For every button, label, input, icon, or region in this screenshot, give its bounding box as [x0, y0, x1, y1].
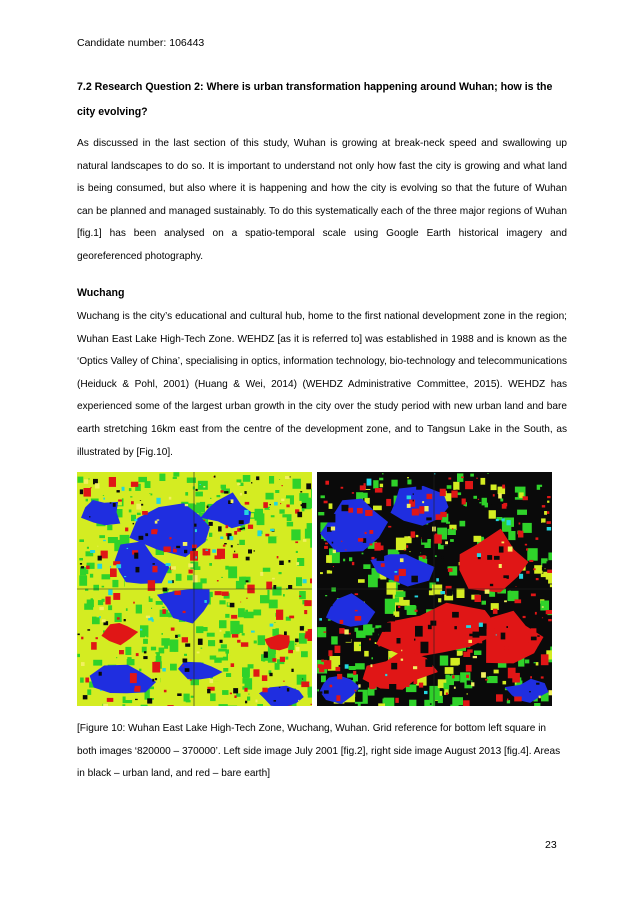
classified-map-2001-image	[77, 472, 312, 706]
candidate-number-header: Candidate number: 106443	[77, 37, 205, 49]
page-number: 23	[545, 839, 557, 851]
classified-map-2013-image	[317, 472, 552, 706]
figure-caption: [Figure 10: Wuhan East Lake High-Tech Zone, Wuchang, Wuhan. Grid reference for bottom left square in both images ‘820000 – 370000’. Left side image July 2001 [fig.2], right side image August 2013 [fig.4]. Areas in black – urban land, and red – bare earth]	[77, 723, 561, 780]
section-heading: 7.2 Research Question 2: Where is urban transformation happening around Wuhan; how is the city evolving?	[77, 81, 553, 118]
classified-map-2013	[317, 472, 552, 706]
subheading-wuchang: Wuchang	[77, 287, 125, 299]
paragraph-wuchang: Wuchang is the city’s educational and cultural hub, home to the first national development zone in the region; Wuhan East Lake High-Tech Zone. WEHDZ [as it is referred to] was established in 1988 and is known as the ‘Optics Valley of China’, specialising in optics, information technology, bio-technology and telecommunications (Heiduck & Pohl, 2001) (Huang & Wei, 2014) (WEHDZ Administrative Committee, 2015). WEHDZ has experienced some of the largest urban growth in the city over the study period with new urban land and bare earth stretching 16km east from the centre of the development zone, and to Tangsun Lake in the South, as illustrated by [Fig.10].	[77, 311, 567, 458]
classified-map-2001	[77, 472, 312, 706]
paragraph-intro: As discussed in the last section of this study, Wuhan is growing at break-neck speed and swallowing up natural landscapes to do so. It is important to understand not only how fast the city is growing and what land is being consumed, but also where it is happening and how the city is evolving so that the future of Wuhan can be planned and managed sustainably. To do this systematically each of the three major regions of Wuhan [fig.1] has been analysed on a spatio-temporal scale using Google Earth historical imagery and georeferenced photography.	[77, 138, 567, 262]
